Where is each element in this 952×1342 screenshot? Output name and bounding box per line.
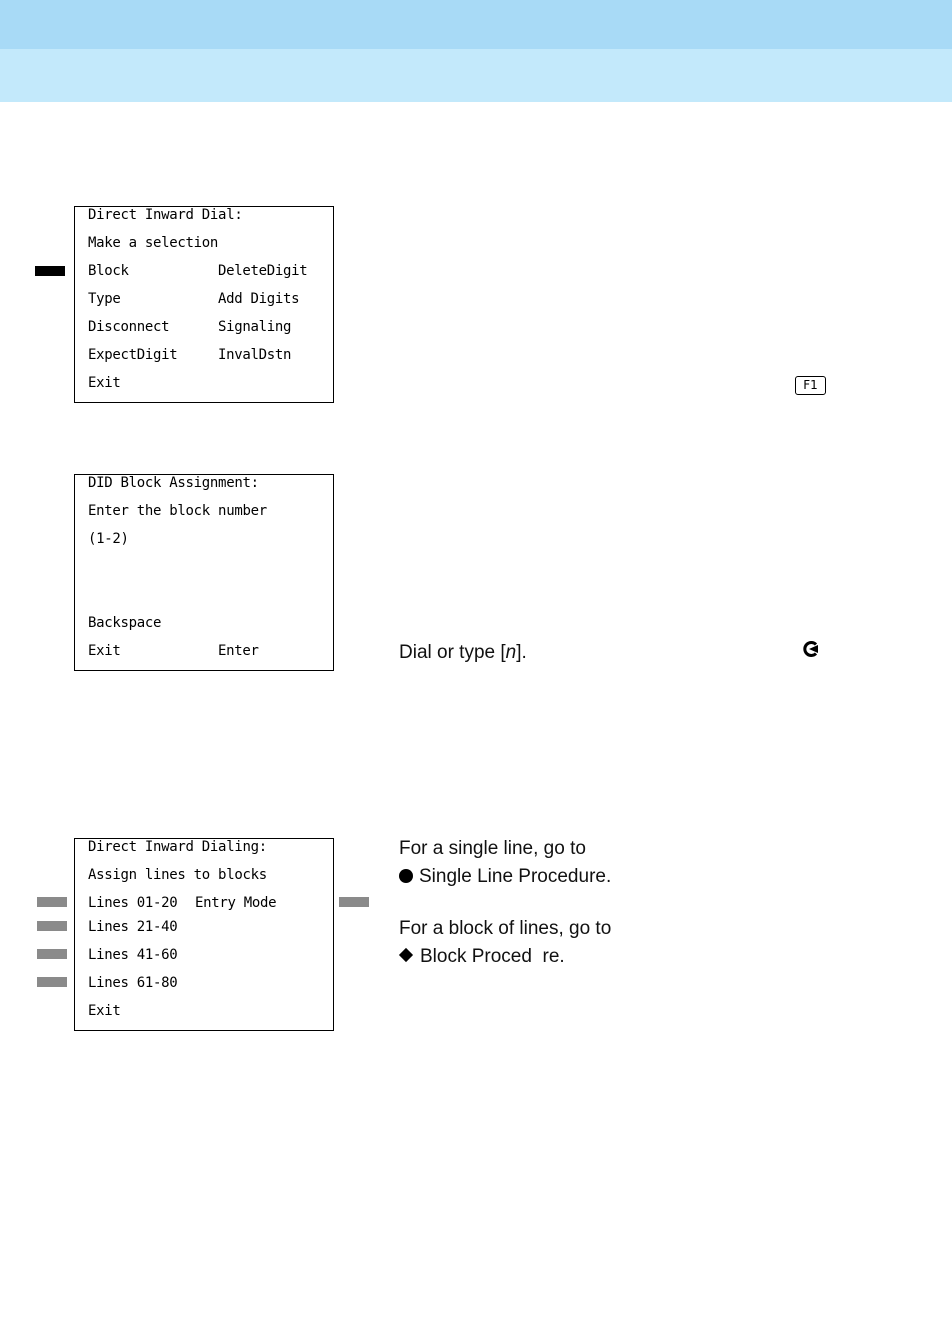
line-key-4[interactable] [37,977,67,987]
dial-instruction: Dial or type [n]. [399,642,527,663]
block-procedure-link[interactable]: Block Proced re. [399,946,565,968]
single-line-intro: For a single line, go to [399,838,586,859]
enter-icon [801,640,821,658]
line-key-3[interactable] [37,949,67,959]
screen-title: DID Block Assignment: [88,475,259,491]
circle-bullet-icon [399,869,413,883]
option-disconnect[interactable]: Disconnect [88,319,170,335]
header-band-top [0,0,952,49]
screen-range: (1-2) [88,531,129,547]
diamond-bullet-icon [399,948,413,962]
screen-prompt: Make a selection [88,235,219,251]
selected-line-key[interactable] [35,266,65,276]
option-lines-61-80[interactable]: Lines 61-80 [88,975,178,991]
screen-prompt: Enter the block number [88,503,267,519]
option-signaling[interactable]: Signaling [218,319,292,335]
screen-title: Direct Inward Dialing: [88,839,267,855]
option-add-digits[interactable]: Add Digits [218,291,300,307]
screen-prompt: Assign lines to blocks [88,867,267,883]
display-direct-inward-dialing [74,838,334,1031]
option-expect-digit[interactable]: ExpectDigit [88,347,178,363]
option-backspace[interactable]: Backspace [88,615,162,631]
single-line-link[interactable]: Single Line Procedure. [399,866,611,888]
option-delete-digit[interactable]: DeleteDigit [218,263,308,279]
option-entry-mode[interactable]: Entry Mode [195,895,277,911]
line-key-entry-mode[interactable] [339,897,369,907]
display-direct-inward-dial [74,206,334,403]
block-intro: For a block of lines, go to [399,918,612,939]
option-exit[interactable]: Exit [88,375,121,391]
option-lines-21-40[interactable]: Lines 21-40 [88,919,178,935]
screen-title: Direct Inward Dial: [88,207,243,223]
line-key-2[interactable] [37,921,67,931]
option-lines-41-60[interactable]: Lines 41-60 [88,947,178,963]
option-exit[interactable]: Exit [88,1003,121,1019]
header-band-bottom [0,49,952,102]
f1-key-icon: F1 [795,376,826,395]
option-type[interactable]: Type [88,291,121,307]
option-enter[interactable]: Enter [218,643,259,659]
option-block[interactable]: Block [88,263,129,279]
option-lines-01-20[interactable]: Lines 01-20 [88,895,178,911]
option-inval-dstn[interactable]: InvalDstn [218,347,292,363]
line-key-1[interactable] [37,897,67,907]
display-did-block-assignment [74,474,334,671]
option-exit[interactable]: Exit [88,643,121,659]
